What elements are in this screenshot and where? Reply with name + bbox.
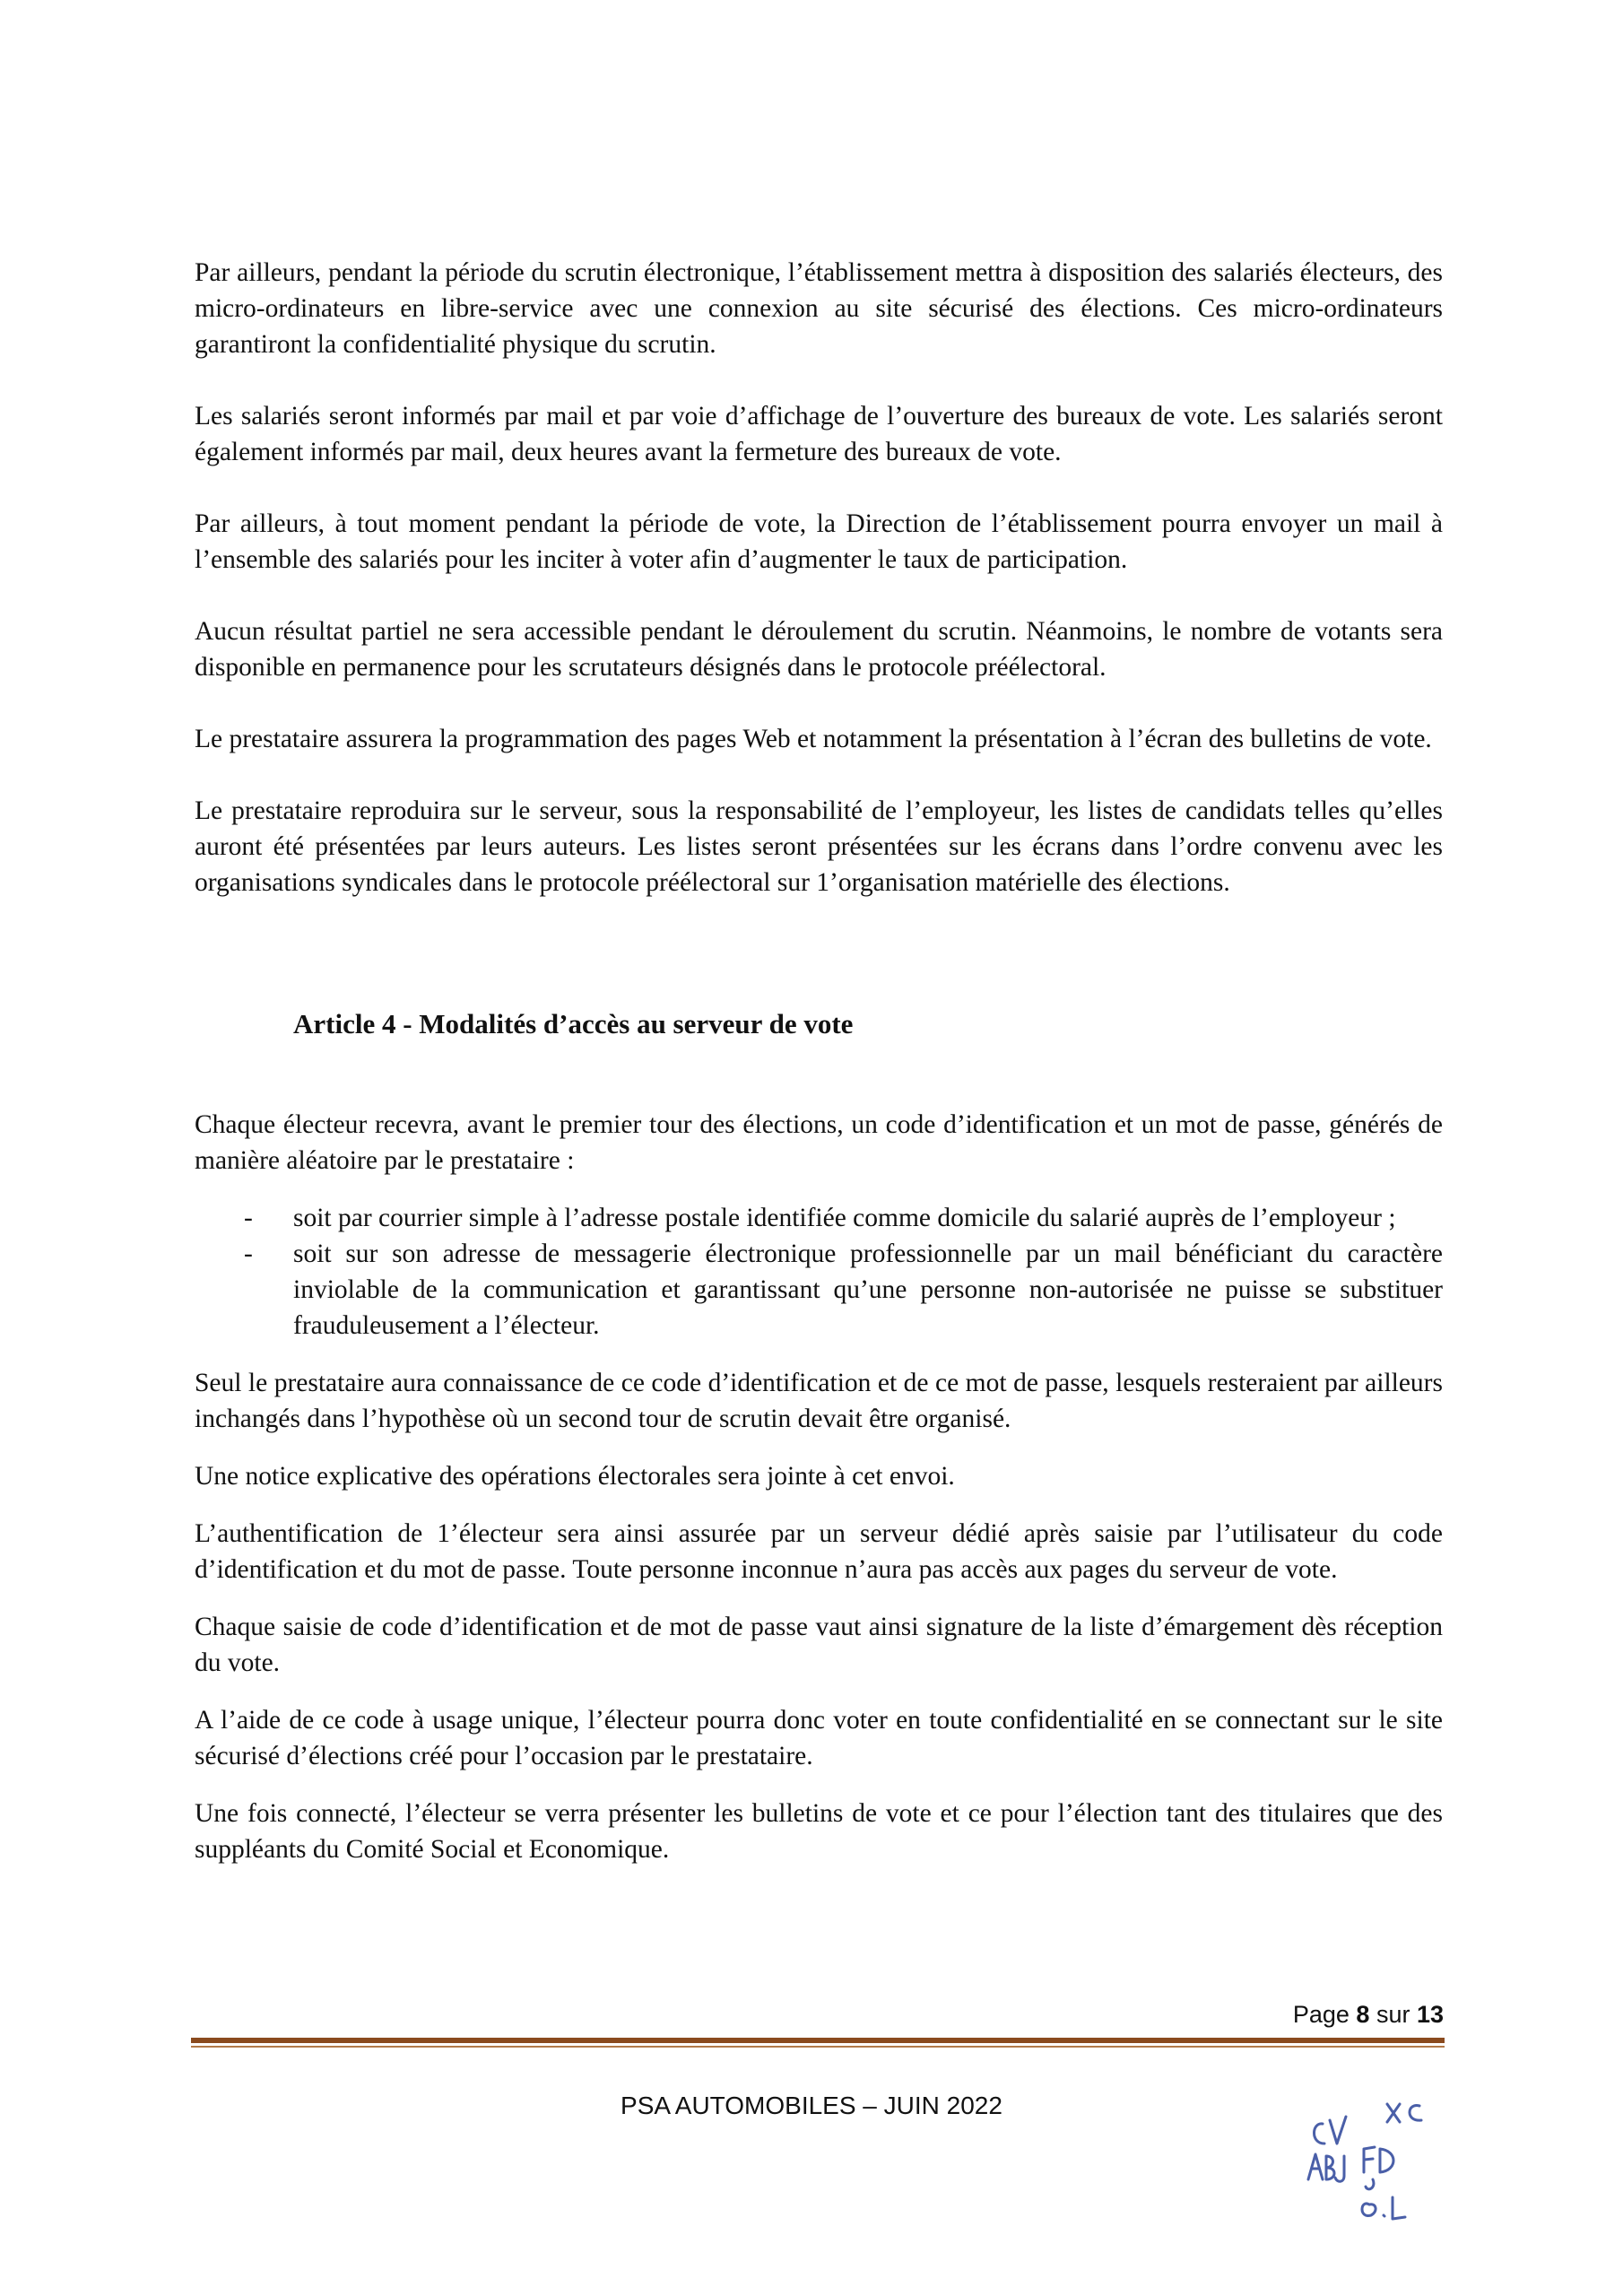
- paragraph: A l’aide de ce code à usage unique, l’électeur pourra donc voter en toute confidentialité en se connectant sur le site sécurisé d’élections créé pour l’occasion par le prestataire.: [195, 1706, 1443, 1770]
- footer-divider-thin: [191, 2046, 1445, 2048]
- paragraph: Les salariés seront informés par mail et par voie d’affichage de l’ouverture des bureaux de vote. Les salariés seront également informés par mail, deux heures avant la fermeture des bureaux de vote.: [195, 402, 1443, 466]
- bullet-marker: -: [244, 1204, 253, 1232]
- paragraph: Aucun résultat partiel ne sera accessible pendant le déroulement du scrutin. Néanmoins, le nombre de votants sera disponible en permanence pour les scrutateurs désignés dans le protocole préélectoral.: [195, 617, 1443, 682]
- intro-paragraph: Chaque électeur recevra, avant le premier tour des élections, un code d’identification et un mot de passe, générés de manière aléatoire par le prestataire :: [195, 1110, 1443, 1175]
- list-item: [195, 1236, 1443, 1344]
- bullet-list: [195, 1200, 1443, 1344]
- paragraph: Par ailleurs, à tout moment pendant la période de vote, la Direction de l’établissement pourra envoyer un mail à l’ensemble des salariés pour les inciter à voter afin d’augmenter le taux de participation.: [195, 509, 1443, 574]
- list-item-text: soit sur son adresse de messagerie électronique professionnelle par un mail bénéficiant du caractère inviolable de la communication et garantissant qu’une personne non-autorisée ne puisse se substituer frauduleusement a l’électeur.: [293, 1239, 1443, 1340]
- list-item: [195, 1200, 1443, 1236]
- page-separator: sur: [1369, 2001, 1417, 2028]
- paragraph: Par ailleurs, pendant la période du scrutin électronique, l’établissement mettra à disposition des salariés électeurs, des micro-ordinateurs en libre-service avec une connexion au site sécurisé des élections. Ces micro-ordinateurs garantiront la confidentialité physique du scrutin.: [195, 258, 1443, 359]
- paragraph: Le prestataire reproduira sur le serveur, sous la responsabilité de l’employeur, les listes de candidats telles qu’elles auront été présentées par leurs auteurs. Les listes seront présentées sur les écrans dans l’ordre convenu avec les organisations syndicales dans le protocole préélectoral sur 1’organisation matérielle des élections.: [195, 796, 1443, 897]
- article-title: Article 4 - Modalités d’accès au serveur de vote: [293, 1008, 854, 1039]
- paragraph: Une fois connecté, l’électeur se verra présenter les bulletins de vote et ce pour l’élection tant des titulaires que des suppléants du Comité Social et Economique.: [195, 1799, 1443, 1864]
- paragraph: Seul le prestataire aura connaissance de ce code d’identification et de ce mot de passe, lesquels resteraient par ailleurs inchangés dans l’hypothèse où un second tour de scrutin devait être organisé.: [195, 1369, 1443, 1433]
- page-number: [1293, 2001, 1444, 2029]
- document-body: [195, 255, 1443, 1889]
- handwritten-initials: [1305, 2099, 1466, 2251]
- paragraph: Une notice explicative des opérations électorales sera jointe à cet envoi.: [195, 1462, 955, 1491]
- page-label: Page: [1292, 2001, 1357, 2028]
- total-pages: 13: [1416, 2001, 1444, 2028]
- footer-text: PSA AUTOMOBILES – JUIN 2022: [621, 2092, 1002, 2119]
- current-page: 8: [1356, 2001, 1370, 2028]
- list-item-text: soit par courrier simple à l’adresse postale identifiée comme domicile du salarié auprès de l’employeur ;: [293, 1204, 1396, 1232]
- paragraph: Le prestataire assurera la programmation des pages Web et notamment la présentation à l’écran des bulletins de vote.: [195, 725, 1432, 753]
- paragraph: Chaque saisie de code d’identification et de mot de passe vaut ainsi signature de la liste d’émargement dès réception du vote.: [195, 1613, 1443, 1677]
- bullet-marker: -: [244, 1239, 253, 1268]
- footer-divider: [191, 2038, 1445, 2043]
- paragraph: L’authentification de 1’électeur sera ainsi assurée par un serveur dédié après saisie par l’utilisateur du code d’identification et du mot de passe. Toute personne inconnue n’aura pas accès aux pages du serveur de vote.: [195, 1519, 1443, 1584]
